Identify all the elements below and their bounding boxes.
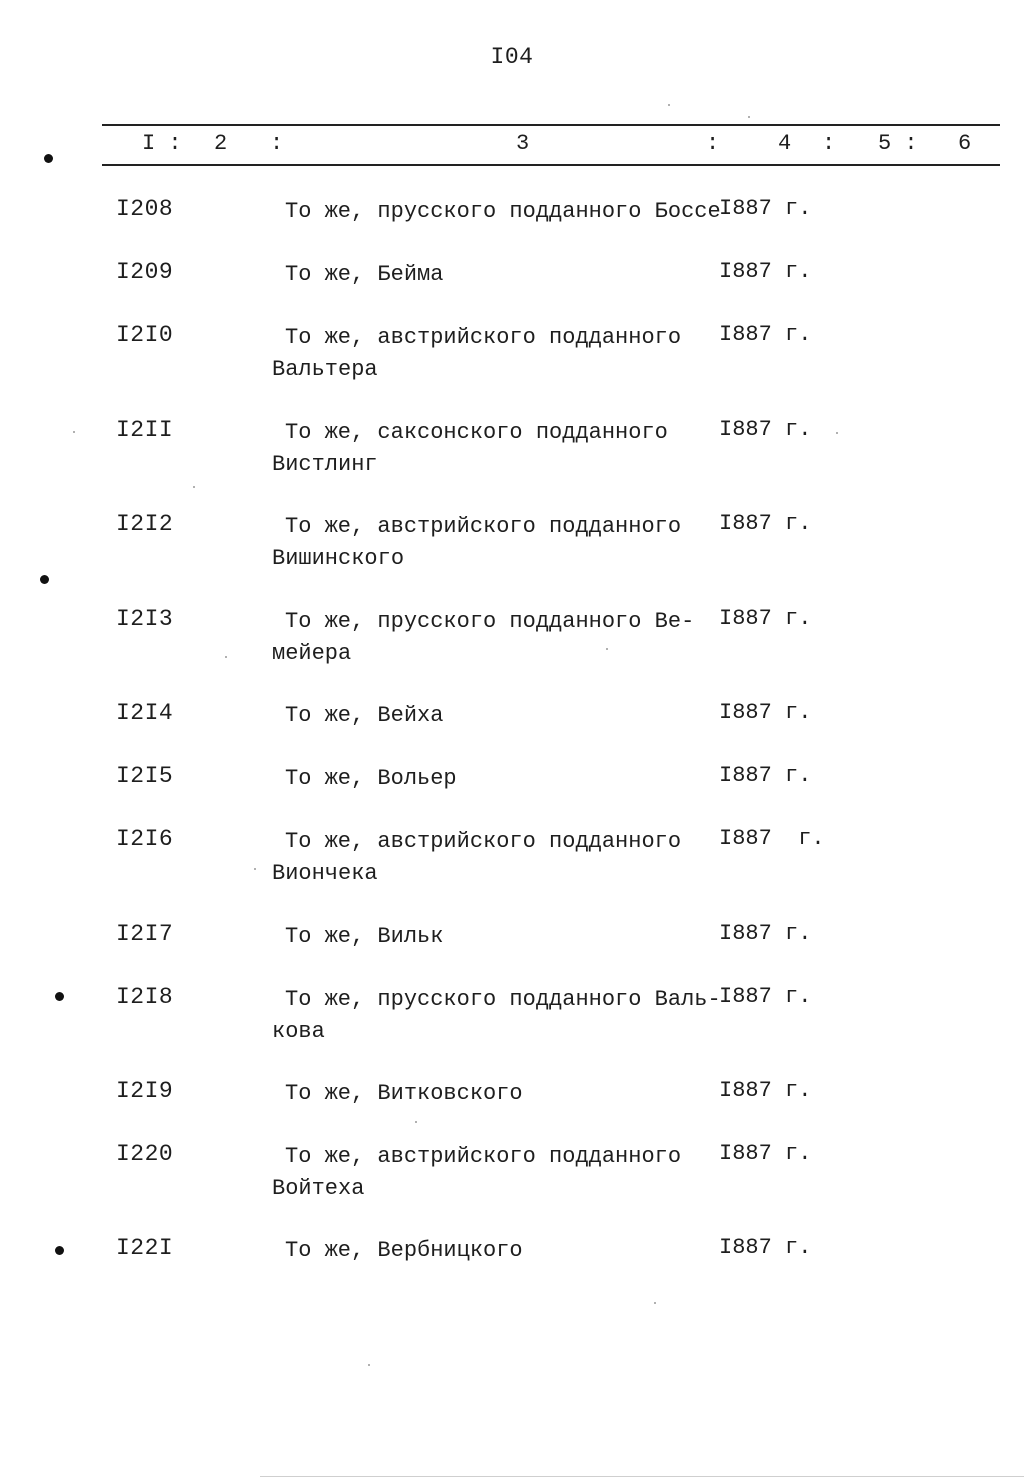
record-title-line-2: Вишинского xyxy=(272,546,405,571)
record-title-line-1: То же, австрийского подданного xyxy=(285,514,682,539)
record-number: I2I7 xyxy=(116,921,174,947)
record-year: I887 г. xyxy=(719,826,825,851)
record-title xyxy=(272,984,721,1048)
record-title xyxy=(272,1141,712,1205)
record-title-line-1: То же, Вейха xyxy=(285,703,444,728)
table-header-bottom-rule xyxy=(102,164,1000,166)
record-year: I887 г. xyxy=(719,700,812,725)
binder-hole-mark xyxy=(55,992,64,1001)
record-number: I2II xyxy=(116,417,174,443)
binder-hole-mark xyxy=(55,1246,64,1255)
record-year: I887 г. xyxy=(719,417,812,442)
scan-speck xyxy=(368,1364,370,1366)
record-title xyxy=(272,700,712,732)
record-title-line-1: То же, Вербницкого xyxy=(285,1238,523,1263)
record-title-line-1: То же, Вильк xyxy=(285,924,444,949)
record-year: I887 г. xyxy=(719,196,812,221)
record-title xyxy=(272,322,712,386)
record-year: I887 г. xyxy=(719,921,812,946)
binder-hole-mark xyxy=(44,154,53,163)
record-number: I2I8 xyxy=(116,984,174,1010)
header-col-1: I : xyxy=(142,131,182,156)
record-title-line-2: Войтеха xyxy=(272,1176,365,1201)
record-title-line-2: Вистлинг xyxy=(272,452,378,477)
header-col-5: 5 : xyxy=(878,131,918,156)
record-title xyxy=(272,259,712,291)
header-col-6: 6 xyxy=(958,131,972,156)
record-year: I887 г. xyxy=(719,1078,812,1103)
scan-speck xyxy=(254,868,256,870)
record-title-line-1: То же, Вольер xyxy=(285,766,457,791)
record-number: I2I0 xyxy=(116,322,174,348)
record-title xyxy=(272,196,721,228)
scan-speck xyxy=(225,656,227,658)
record-year: I887 г. xyxy=(719,1141,812,1166)
scan-speck xyxy=(193,486,195,488)
record-title xyxy=(272,763,712,795)
record-title-line-1: То же, прусского подданного Валь- xyxy=(285,987,721,1012)
record-year: I887 г. xyxy=(719,322,812,347)
record-number: I2I3 xyxy=(116,606,174,632)
record-title-line-1: То же, прусского подданного Ве- xyxy=(285,609,695,634)
record-title-line-1: То же, Витковского xyxy=(285,1081,523,1106)
record-number: I2I6 xyxy=(116,826,174,852)
record-number: I2I4 xyxy=(116,700,174,726)
header-col-4-separator: : xyxy=(822,131,836,156)
scan-speck xyxy=(415,1121,417,1123)
record-title xyxy=(272,511,712,575)
record-title-line-2: мейера xyxy=(272,641,352,666)
record-number: I208 xyxy=(116,196,174,222)
record-number: I2I2 xyxy=(116,511,174,537)
header-col-3: 3 xyxy=(516,131,530,156)
header-col-2-separator: : xyxy=(270,131,284,156)
record-title-line-1: То же, прусского подданного Боссе xyxy=(285,199,721,224)
record-year: I887 г. xyxy=(719,606,812,631)
scan-speck xyxy=(668,104,670,106)
record-title-line-1: То же, Бейма xyxy=(285,262,444,287)
binder-hole-mark xyxy=(40,575,49,584)
record-title xyxy=(272,921,712,953)
scan-speck xyxy=(748,116,750,118)
header-col-4: 4 xyxy=(778,131,792,156)
scan-speck xyxy=(654,1302,656,1304)
record-title-line-1: То же, саксонского подданного xyxy=(285,420,668,445)
record-title xyxy=(272,1078,712,1110)
record-year: I887 г. xyxy=(719,259,812,284)
record-title xyxy=(272,417,712,481)
page-bottom-edge xyxy=(260,1476,1024,1477)
table-header-top-rule xyxy=(102,124,1000,126)
record-title-line-2: Вальтера xyxy=(272,357,378,382)
scan-speck xyxy=(836,432,838,434)
record-year: I887 г. xyxy=(719,1235,812,1260)
record-number: I209 xyxy=(116,259,174,285)
page-number: I04 xyxy=(490,44,534,70)
record-title xyxy=(272,826,712,890)
record-title-line-2: Виончека xyxy=(272,861,378,886)
header-col-2: 2 xyxy=(214,131,228,156)
record-number: I2I5 xyxy=(116,763,174,789)
scan-speck xyxy=(606,648,608,650)
record-title xyxy=(272,606,712,670)
record-number: I2I9 xyxy=(116,1078,174,1104)
record-title xyxy=(272,1235,712,1267)
scan-speck xyxy=(73,431,75,433)
record-title-line-1: То же, австрийского подданного xyxy=(285,325,682,350)
record-number: I220 xyxy=(116,1141,174,1167)
record-number: I22I xyxy=(116,1235,174,1261)
record-year: I887 г. xyxy=(719,511,812,536)
header-col-3-separator: : xyxy=(706,131,720,156)
record-title-line-2: кова xyxy=(272,1019,325,1044)
record-year: I887 г. xyxy=(719,984,812,1009)
record-title-line-1: То же, австрийского подданного xyxy=(285,829,682,854)
record-year: I887 г. xyxy=(719,763,812,788)
record-title-line-1: То же, австрийского подданного xyxy=(285,1144,682,1169)
